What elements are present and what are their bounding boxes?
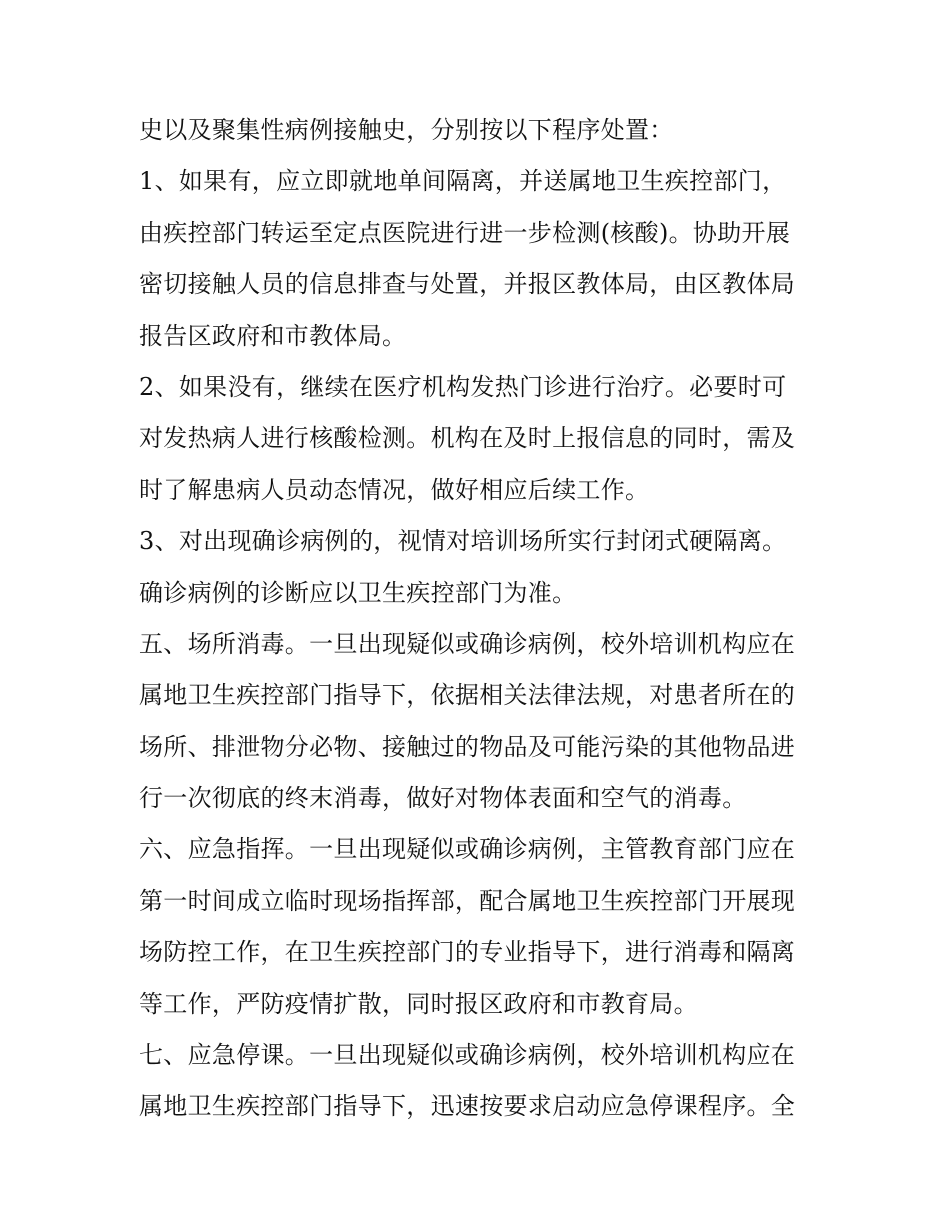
text-line: 属地卫生疾控部门指导下，依据相关法律法规，对患者所在的 — [139, 681, 796, 710]
text-line: 密切接触人员的信息排查与处置，并报区教体局，由区教体局 — [139, 270, 796, 299]
document-body — [139, 110, 819, 1138]
text-line: 七、应急停课。一旦出现疑似或确诊病例，校外培训机构应在 — [139, 1041, 796, 1070]
text-line: 时了解患病人员动态情况，做好相应后续工作。 — [139, 475, 650, 504]
text-line: 属地卫生疾控部门指导下，迅速按要求启动应急停课程序。全 — [139, 1092, 796, 1121]
text-line: 史以及聚集性病例接触史，分别按以下程序处置： — [139, 116, 674, 144]
text-line: 行一次彻底的终末消毒，做好对物体表面和空气的消毒。 — [139, 784, 747, 813]
text-line: 场防控工作，在卫生疾控部门的专业指导下，进行消毒和隔离 — [139, 938, 796, 967]
text-line: 对发热病人进行核酸检测。机构在及时上报信息的同时，需及 — [139, 424, 796, 453]
text-line: 第一时间成立临时现场指挥部，配合属地卫生疾控部门开展现 — [139, 886, 796, 915]
text-line: 场所、排泄物分必物、接触过的物品及可能污染的其他物品进 — [139, 732, 796, 761]
text-line: 由疾控部门转运至定点医院进行进一步检测(核酸)。协助开展 — [139, 218, 791, 247]
text-line: 2、如果没有，继续在医疗机构发热门诊进行治疗。必要时可 — [139, 372, 787, 401]
text-line: 六、应急指挥。一旦出现疑似或确诊病例，主管教育部门应在 — [139, 835, 796, 864]
text-line: 1、如果有，应立即就地单间隔离，并送属地卫生疾控部门， — [139, 167, 787, 196]
text-line: 3、对出现确诊病例的，视情对培训场所实行封闭式硬隔离。 — [139, 527, 787, 556]
text-line: 等工作，严防疫情扩散，同时报区政府和市教育局。 — [139, 989, 698, 1018]
text-line: 确诊病例的诊断应以卫生疾控部门为准。 — [139, 578, 577, 607]
text-line: 报告区政府和市教体局。 — [139, 321, 407, 350]
text-line: 五、场所消毒。一旦出现疑似或确诊病例，校外培训机构应在 — [139, 629, 796, 658]
